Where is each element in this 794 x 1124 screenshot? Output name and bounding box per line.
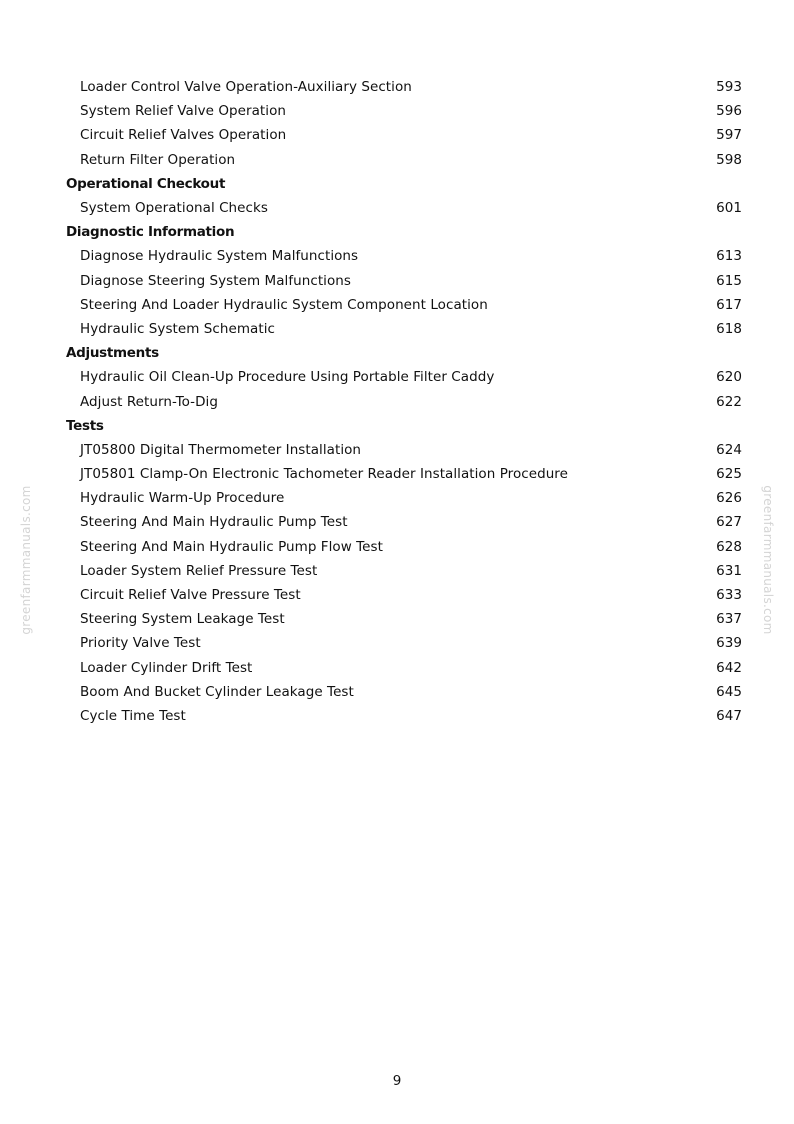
toc-entry-title: Steering And Main Hydraulic Pump Flow Test [80,538,383,555]
toc-entry[interactable] [66,244,742,268]
toc-entry-page: 642 [716,659,742,676]
toc-entry-page: 637 [716,611,742,628]
toc-entry-title: Boom And Bucket Cylinder Leakage Test [80,683,354,700]
toc-section-title: Diagnostic Information [66,224,235,241]
toc-entry-title: Steering And Main Hydraulic Pump Test [80,514,348,531]
toc-entry-title: Steering System Leakage Test [80,611,285,628]
toc-entry[interactable] [66,631,742,655]
toc-entry-page: 613 [716,248,742,265]
toc-section-heading[interactable] [66,414,742,438]
toc-entry[interactable] [66,607,742,631]
toc-entry[interactable] [66,75,742,99]
toc-entry-page: 626 [716,490,742,507]
toc-entry[interactable] [66,510,742,534]
toc-entry-page: 628 [716,538,742,555]
toc-entry-page: 597 [716,127,742,144]
toc-entry-page: 601 [716,200,742,217]
toc-entry-page: 633 [716,587,742,604]
toc-entry-page: 620 [716,369,742,386]
toc-entry-title: Circuit Relief Valves Operation [80,127,287,144]
toc-entry[interactable] [66,148,742,172]
toc-entry-title: Return Filter Operation [80,151,236,168]
toc-entry[interactable] [66,704,742,728]
toc-entry-title: Steering And Loader Hydraulic System Component Location [80,296,488,313]
toc-entry[interactable] [66,365,742,389]
toc-entry-page: 639 [716,635,742,652]
toc-entry[interactable] [66,583,742,607]
toc-entry[interactable] [66,123,742,147]
toc-entry-page: 618 [716,320,742,337]
toc-entry-title: System Operational Checks [80,200,268,217]
toc-section-heading[interactable] [66,341,742,365]
toc-entry-page: 627 [716,514,742,531]
toc-entry-title: JT05800 Digital Thermometer Installation [80,441,362,458]
toc-entry-page: 617 [716,296,742,313]
toc-entry[interactable] [66,196,742,220]
toc-entry[interactable] [66,438,742,462]
toc-entry[interactable] [66,462,742,486]
toc-entry-page: 624 [716,441,742,458]
toc-entry[interactable] [66,317,742,341]
toc-entry-title: Hydraulic Oil Clean-Up Procedure Using Portable Filter Caddy [80,369,495,386]
toc-entry-title: Loader Cylinder Drift Test [80,659,253,676]
toc-entry[interactable] [66,656,742,680]
toc-section-title: Operational Checkout [66,175,226,192]
toc-section-heading[interactable] [66,172,742,196]
toc-entry-page: 625 [716,466,742,483]
toc-entry-page: 631 [716,562,742,579]
toc-entry-title: Circuit Relief Valve Pressure Test [80,587,301,604]
toc-entry-page: 593 [716,79,742,96]
toc-entry-page: 645 [716,683,742,700]
toc-entry-page: 615 [716,272,742,289]
toc-entry-title: Priority Valve Test [80,635,201,652]
toc-entry-title: Adjust Return-To-Dig [80,393,218,410]
toc-entry[interactable] [66,559,742,583]
toc-section-title: Tests [66,417,104,434]
toc-entry[interactable] [66,269,742,293]
toc-entry[interactable] [66,680,742,704]
toc-entry[interactable] [66,389,742,413]
toc-entry-title: Diagnose Hydraulic System Malfunctions [80,248,359,265]
page-number: 9 [392,1073,402,1089]
toc-entry[interactable] [66,293,742,317]
toc-entry[interactable] [66,535,742,559]
toc-entry-title: Hydraulic System Schematic [80,320,275,337]
toc-section-heading[interactable] [66,220,742,244]
toc-entry-page: 598 [716,151,742,168]
toc-entry-title: Loader System Relief Pressure Test [80,562,318,579]
toc-entry-page: 622 [716,393,742,410]
toc-entry-page: 647 [716,707,742,724]
toc-entry-page: 596 [716,103,742,120]
toc-section-title: Adjustments [66,345,159,362]
watermark-left: greenfarmmanuals.com [19,485,33,635]
toc-entry[interactable] [66,486,742,510]
toc-entry-title: Cycle Time Test [80,707,186,724]
toc-entry-title: JT05801 Clamp-On Electronic Tachometer Reader Installation Procedure [80,466,568,483]
toc-entry-title: System Relief Valve Operation [80,103,286,120]
table-of-contents [66,75,742,728]
toc-entry-title: Loader Control Valve Operation-Auxiliary Section [80,79,412,96]
watermark-right: greenfarmmanuals.com [761,485,775,635]
toc-entry[interactable] [66,99,742,123]
toc-entry-title: Diagnose Steering System Malfunctions [80,272,351,289]
toc-entry-title: Hydraulic Warm-Up Procedure [80,490,285,507]
